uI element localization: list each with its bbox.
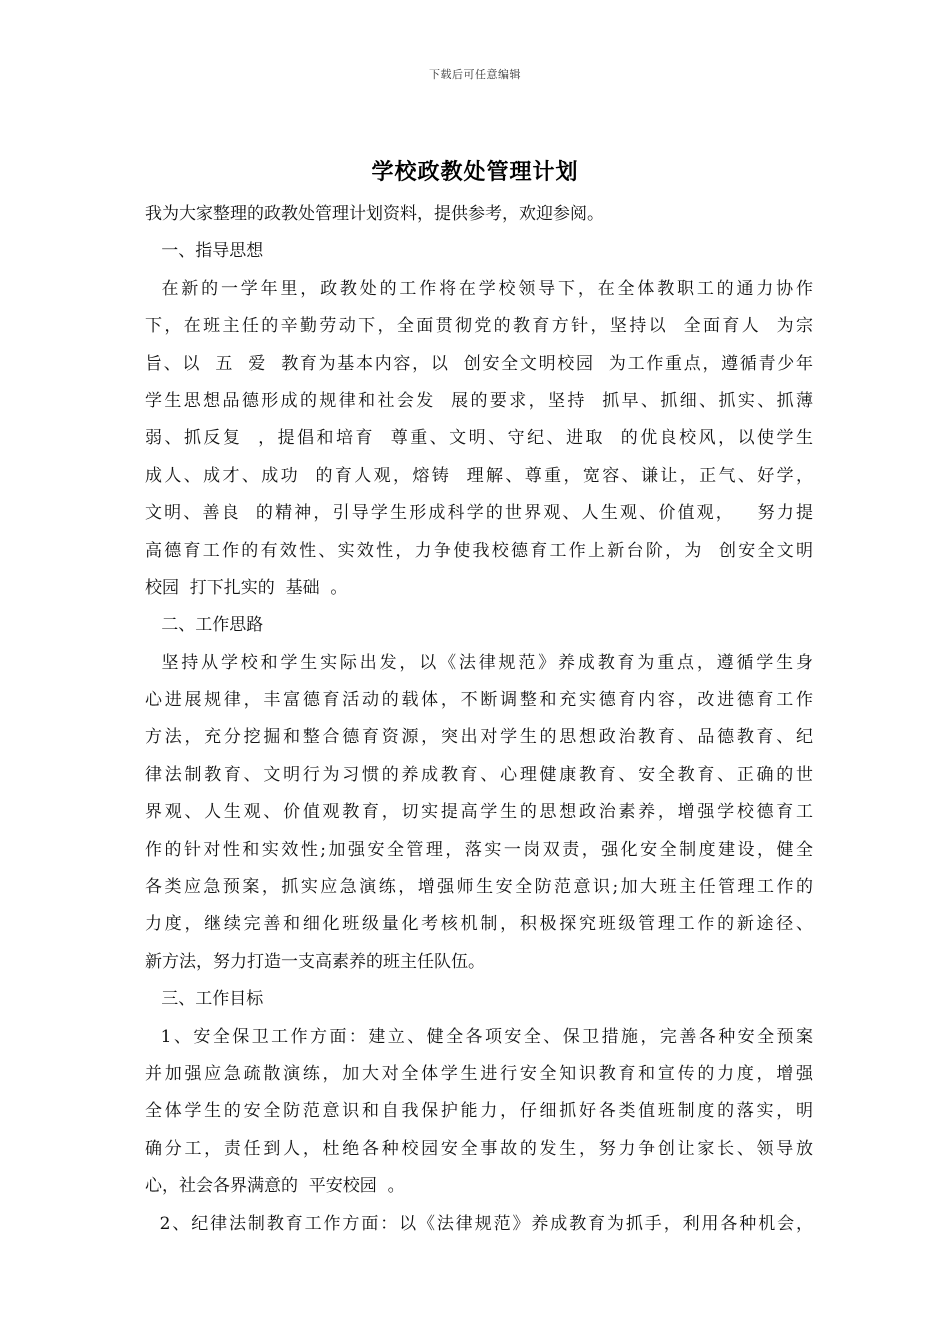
body-text-line: 旨、以 五 爱 教育为基本内容，以 创安全文明校园 为工作重点，遵循青少年 <box>145 353 813 374</box>
body-text-line: 校园 打下扎实的 基础 。 <box>145 577 348 598</box>
body-text-line: 学生思想品德形成的规律和社会发 展的要求，坚持 抓早、抓细、抓实、抓薄 <box>145 390 813 411</box>
body-text-line: 三、工作目标 <box>145 989 264 1010</box>
page-header-note: 下载后可任意编辑 <box>429 68 521 81</box>
body-text-line: 方法，充分挖掘和整合德育资源，突出对学生的思想政治教育、品德教育、纪 <box>145 727 813 748</box>
body-text-line: 高德育工作的有效性、实效性，力争使我校德育工作上新台阶，为 创安全文明 <box>145 540 813 561</box>
body-text-line: 并加强应急疏散演练，加大对全体学生进行安全知识教育和宣传的力度，增强 <box>145 1063 813 1084</box>
document-body <box>145 196 813 1243</box>
body-text-line: 律法制教育、文明行为习惯的养成教育、心理健康教育、安全教育、正确的世 <box>145 764 813 785</box>
body-text-line: 心进展规律，丰富德育活动的载体，不断调整和充实德育内容，改进德育工作 <box>145 690 813 711</box>
body-text-line: 坚持从学校和学生实际出发，以《法律规范》养成教育为重点，遵循学生身 <box>145 652 813 673</box>
body-text-line: 在新的一学年里，政教处的工作将在学校领导下，在全体教职工的通力协作 <box>145 278 813 299</box>
body-text-line: 全体学生的安全防范意识和自我保护能力，仔细抓好各类值班制度的落实，明 <box>145 1101 813 1122</box>
body-text-line: 2、纪律法制教育工作方面：以《法律规范》养成教育为抓手，利用各种机会， <box>145 1213 813 1234</box>
body-text-line: 文明、善良 的精神，引导学生形成科学的世界观、人生观、价值观， 努力提 <box>145 503 813 524</box>
body-text-line: 弱、抓反复 ，提倡和培育 尊重、文明、守纪、进取 的优良校风，以使学生 <box>145 428 813 449</box>
body-text-line: 二、工作思路 <box>145 615 264 636</box>
body-text-line: 确分工，责任到人，杜绝各种校园安全事故的发生，努力争创让家长、领导放 <box>145 1138 813 1159</box>
body-text-line: 一、指导思想 <box>145 241 264 262</box>
body-text-line: 下，在班主任的辛勤劳动下，全面贯彻党的教育方针，坚持以 全面育人 为宗 <box>145 316 813 337</box>
body-text-line: 1、安全保卫工作方面：建立、健全各项安全、保卫措施，完善各种安全预案 <box>145 1026 813 1047</box>
body-text-line: 力度，继续完善和细化班级量化考核机制，积极探究班级管理工作的新途径、 <box>145 914 813 935</box>
document-title: 学校政教处管理计划 <box>371 159 579 185</box>
body-text-line: 我为大家整理的政教处管理计划资料，提供参考，欢迎参阅。 <box>145 204 604 224</box>
body-text-line: 各类应急预案，抓实应急演练，增强师生安全防范意识;加大班主任管理工作的 <box>145 877 813 898</box>
body-text-line: 心，社会各界满意的 平安校园 。 <box>145 1176 405 1197</box>
body-text-line: 成人、成才、成功 的育人观，熔铸 理解、尊重，宽容、谦让，正气、好学， <box>145 465 813 486</box>
body-text-line: 新方法，努力打造一支高素养的班主任队伍。 <box>145 951 485 972</box>
body-text-line: 作的针对性和实效性;加强安全管理，落实一岗双责，强化安全制度建设，健全 <box>145 839 813 860</box>
body-text-line: 界观、人生观、价值观教育，切实提高学生的思想政治素养，增强学校德育工 <box>145 802 813 823</box>
